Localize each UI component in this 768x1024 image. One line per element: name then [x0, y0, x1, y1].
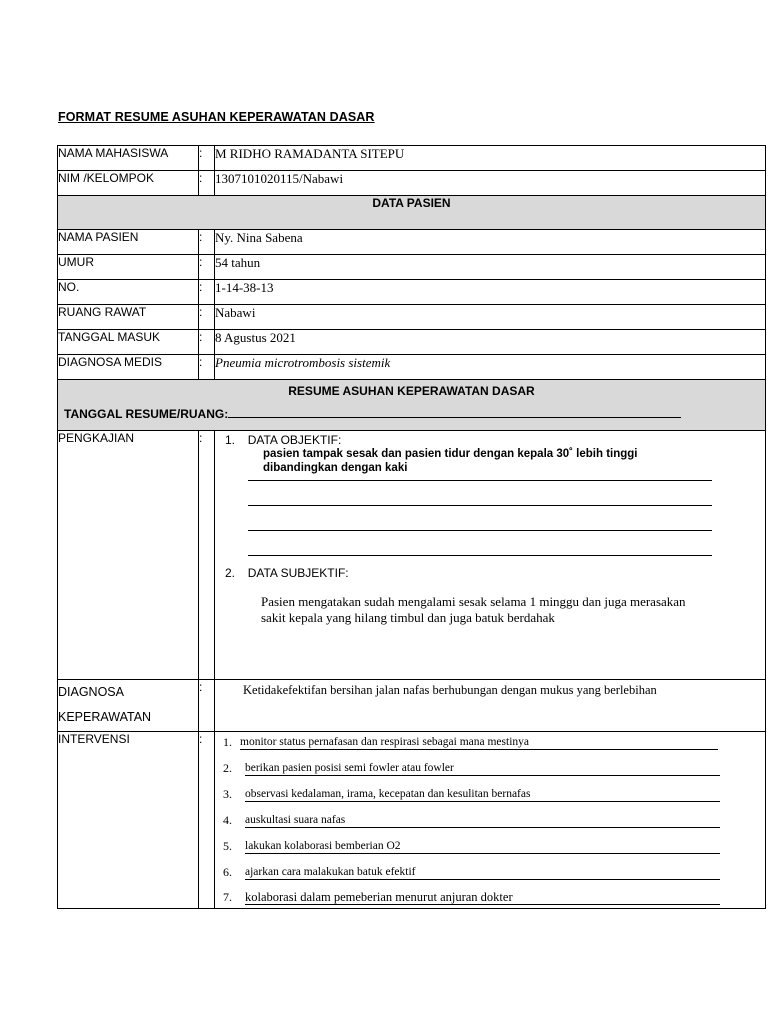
data-pasien-heading: DATA PASIEN: [58, 196, 766, 230]
intervensi-item: [223, 787, 720, 802]
colon: :: [199, 255, 215, 280]
intervensi-item: [223, 890, 720, 905]
subjektif-line-2: sakit kepala yang hilang timbul dan juga batuk berdahak: [261, 610, 555, 625]
page-title: FORMAT RESUME ASUHAN KEPERAWATAN DASAR: [58, 110, 375, 124]
label-intervensi: INTERVENSI: [58, 732, 199, 909]
objektif-blank-line: [248, 505, 712, 506]
subjektif-number: 2.: [225, 566, 236, 580]
row-pengkajian: [58, 431, 766, 680]
value-nama-mahasiswa: M RIDHO RAMADANTA SITEPU: [215, 146, 766, 171]
row-resume-heading: [58, 380, 766, 431]
label-diagnosa-line-2: KEPERAWATAN: [58, 710, 152, 724]
value-tanggal-masuk: 8 Agustus 2021: [215, 330, 766, 355]
intervensi-text: monitor status pernafasan dan respirasi sebagai mana mestinya: [240, 735, 718, 750]
label-umur: UMUR: [58, 255, 199, 280]
intervensi-number: 7.: [223, 890, 232, 904]
value-nama-pasien: Ny. Nina Sabena: [215, 230, 766, 255]
objektif-line-1: pasien tampak sesak dan pasien tidur dengan kepala 30˚ lebih tinggi: [263, 448, 638, 460]
objektif-line-2: dibandingkan dengan kaki: [263, 462, 408, 474]
label-nim-kelompok: NIM /KELOMPOK: [58, 171, 199, 196]
objektif-blank-line: [248, 555, 712, 556]
value-umur: 54 tahun: [215, 255, 766, 280]
value-diagnosa-medis: Pneumia microtrombosis sistemik: [215, 355, 766, 380]
label-diagnosa-line-1: DIAGNOSA: [58, 685, 124, 699]
intervensi-text: lakukan kolaborasi bemberian O2: [245, 839, 720, 854]
objektif-blank-line: [248, 480, 712, 481]
label-diagnosa-keperawatan: [58, 680, 199, 732]
intervensi-item: [223, 813, 720, 828]
objektif-number: 1.: [225, 433, 236, 447]
resume-date-field: [58, 398, 765, 421]
intervensi-text: kolaborasi dalam pemeberian menurut anjuran dokter: [245, 890, 720, 905]
row-no: [58, 280, 766, 305]
intervensi-number: 3.: [223, 787, 232, 801]
resume-form-table: [57, 145, 766, 909]
intervensi-number: 5.: [223, 839, 232, 853]
colon: :: [199, 330, 215, 355]
colon: :: [199, 230, 215, 255]
intervensi-item: [223, 865, 720, 880]
row-intervensi: [58, 732, 766, 909]
row-nim-kelompok: [58, 171, 766, 196]
value-no: 1-14-38-13: [215, 280, 766, 305]
intervensi-text: observasi kedalaman, irama, kecepatan dan kesulitan bernafas: [245, 787, 720, 802]
row-data-pasien-heading: [58, 196, 766, 230]
pengkajian-content: [215, 431, 766, 680]
label-tanggal-masuk: TANGGAL MASUK: [58, 330, 199, 355]
label-ruang-rawat: RUANG RAWAT: [58, 305, 199, 330]
colon: :: [199, 280, 215, 305]
colon: :: [199, 171, 215, 196]
intervensi-item: [223, 839, 720, 854]
row-tanggal-masuk: [58, 330, 766, 355]
intervensi-number: 6.: [223, 865, 232, 879]
intervensi-item: [223, 735, 718, 750]
label-no: NO.: [58, 280, 199, 305]
intervensi-text: ajarkan cara malakukan batuk efektif: [245, 865, 720, 880]
resume-date-blank-line: [228, 406, 681, 418]
colon: :: [199, 431, 215, 680]
row-nama-pasien: [58, 230, 766, 255]
objektif-blank-line: [248, 530, 712, 531]
resume-heading: RESUME ASUHAN KEPERAWATAN DASAR: [288, 384, 535, 398]
value-ruang-rawat: Nabawi: [215, 305, 766, 330]
objektif-label: DATA OBJEKTIF:: [247, 433, 342, 447]
row-ruang-rawat: [58, 305, 766, 330]
subjektif-line-1: Pasien mengatakan sudah mengalami sesak selama 1 minggu dan juga merasakan: [261, 594, 686, 609]
resume-heading-cell: [58, 380, 766, 431]
label-pengkajian: PENGKAJIAN: [58, 431, 199, 680]
intervensi-number: 1.: [223, 735, 232, 749]
row-diagnosa-keperawatan: [58, 680, 766, 732]
value-nim-kelompok: 1307101020115/Nabawi: [215, 171, 766, 196]
colon: :: [199, 732, 215, 909]
colon: :: [199, 355, 215, 380]
subjektif-answer: [215, 594, 765, 626]
colon: :: [199, 305, 215, 330]
row-diagnosa-medis: [58, 355, 766, 380]
label-nama-mahasiswa: NAMA MAHASISWA: [58, 146, 199, 171]
subjektif-label: DATA SUBJEKTIF:: [247, 566, 349, 580]
objektif-answer: [215, 447, 765, 475]
label-diagnosa-medis: DIAGNOSA MEDIS: [58, 355, 199, 380]
intervensi-item: [223, 761, 720, 776]
resume-date-label: TANGGAL RESUME/RUANG:: [64, 407, 229, 421]
intervensi-number: 2.: [223, 761, 232, 775]
intervensi-text: berikan pasien posisi semi fowler atau fowler: [245, 761, 720, 776]
colon: :: [199, 146, 215, 171]
intervensi-number: 4.: [223, 813, 232, 827]
label-nama-pasien: NAMA PASIEN: [58, 230, 199, 255]
intervensi-list: [215, 732, 766, 909]
intervensi-text: auskultasi suara nafas: [245, 813, 720, 828]
value-diagnosa-keperawatan: Ketidakefektifan bersihan jalan nafas berhubungan dengan mukus yang berlebihan: [215, 680, 766, 732]
row-nama-mahasiswa: [58, 146, 766, 171]
colon: :: [199, 680, 215, 732]
row-umur: [58, 255, 766, 280]
